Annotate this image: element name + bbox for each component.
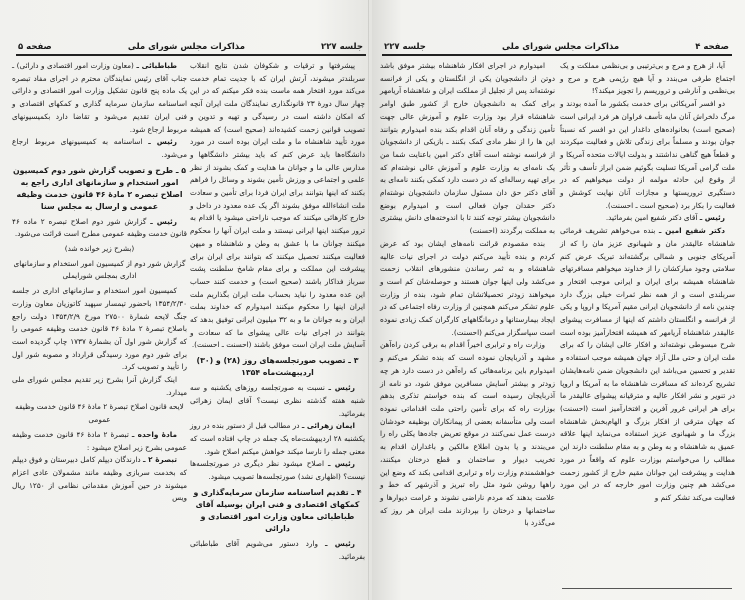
paragraph bbox=[560, 98, 735, 212]
speaker-name: طباطبائی ـ bbox=[136, 61, 177, 70]
paragraph bbox=[12, 374, 187, 399]
centered-caption bbox=[12, 401, 187, 426]
paragraph bbox=[380, 339, 555, 530]
section-heading bbox=[190, 487, 365, 535]
speaker-name: دکتر شفیع امین ـ bbox=[658, 226, 725, 236]
paragraph-text: کمیسیون امور استخدام و سازمانهای اداری در جلسه ۱۳۵۴/۲/۳۰ باحضور تیمسار سپهبد کاتوزیان معاون وزارت جنگ لایحه شمارهٔ ۲۷۵۰۰ مورخ ۱۳۵۴/۲/۹ دولت راجع باصلاح تبصرهٔ ۲ مادهٔ ۴۶ قانون خدمت وظیفه عمومی را که گزارش شور اول آن بشمارهٔ ۱۷۳۷ چاپ گردیده است برای شور دوم مورد رسیدگی قرارداد و مصوبه شور اول را تأیید و تصویب کرد. bbox=[12, 286, 187, 372]
paragraph-text: لایحه قانون اصلاح تبصرهٔ ۲ مادهٔ ۴۶ قانون خدمت وظیفه عمومی bbox=[15, 402, 184, 425]
text-column-left bbox=[12, 60, 187, 505]
paragraph bbox=[190, 420, 365, 458]
paragraph bbox=[380, 60, 555, 238]
paragraph bbox=[12, 216, 187, 241]
page-number: صفحه ۴ bbox=[695, 42, 729, 52]
paragraph-text: اساسنامه به کمیسیونهای مربوط ارجاع می‌شود. bbox=[12, 137, 187, 159]
paragraph-text: دو افسر آمریکائی برای خدمت بکشور ما آمده بودند و مرگ دلخراش آنان مایه تأسف فراوان هر فرد ایرانی است (صحیح است) بخانواده‌های داغدار این دو افسر که نسبتاً جوان بودند و مسلماً برای زندگی تلاش و فعالیت میکردند و قطعاً هیچ گناهی نداشتند و بدولت ایالات متحده آمریکا و ملت گرامی آمریکا تسلیت بگوئیم ضمن ابراز تأسف و تأثر از وقوع این حادثه مولمه از دولت میخواهیم که در دستگیری تروریستها و مجازات آنان نهایت کوشش و فعالیت را بکار برد (صحیح است ـ احسنت). bbox=[560, 99, 735, 210]
header-rule bbox=[16, 54, 366, 56]
header-rule bbox=[382, 54, 732, 56]
paragraph bbox=[380, 238, 555, 340]
paragraph bbox=[12, 60, 187, 136]
paragraph-text: گزارش شور دوم از کمیسیون امور استخدام و سازمانهای اداری بمجلس شورایملی bbox=[13, 258, 186, 281]
paragraph-text: (بشرح زیر خوانده شد) bbox=[64, 244, 135, 254]
paragraph-text: بنده مقصودم قرائت نامه‌های ایشان بود که عرض کردم و بنده تأیید می‌کنم دولت در اجرای نیات عالیه شاهنشاه و به ثمر رساندن منشورهای انقلاب زحمت می‌کشد ولی اینها جوان هستند و حوصله‌شان کم است و میخواهند زودتر تحصیلاتشان تمام شود، بنده از وزارت علوم تشکر می‌کنم همچنین از وزارت رفاه اجتماعی که در ایجاد بیمارستانها و درمانگاههای کارگران کمک زیادی نموده است سپاسگزار می‌کنم (احسنت). bbox=[380, 238, 555, 337]
paragraph-text: ۴ ـ تقدیم اساسنامه سازمان سرمایه‌گذاری و کمکهای اقتصادی و فنی ایران بوسیله آقای طباطبائی معاون وزارت امور اقتصادی و دارائی bbox=[193, 487, 362, 533]
paragraph-text: اصلاح میشود نظر دیگری در صورتجلسه‌ها نیست؟ (اظهاری نشد) صورتجلسه‌ها تصویب میشود. bbox=[190, 459, 365, 482]
speaker-name: ایمان زهرائی ـ bbox=[301, 421, 355, 431]
session-number: جلسه ۲۲۷ bbox=[384, 42, 426, 52]
section-heading bbox=[190, 355, 365, 379]
paragraph bbox=[190, 538, 365, 563]
page-bottom-rule bbox=[562, 588, 732, 589]
paragraph bbox=[190, 458, 365, 483]
paragraph-text: نسبت به صورتجلسه روزهای یکشنبه و سه شنبه هفته گذشته نظری نیست؟ آقای ایمان زهرائی بفرمائید. bbox=[190, 383, 365, 418]
page-header bbox=[384, 38, 729, 52]
paragraph bbox=[12, 429, 187, 454]
page-5 bbox=[0, 0, 372, 600]
paragraph-text: تبصرهٔ ۲ مادهٔ ۴۶ قانون خدمت وظیفه عمومی بشرح زیر اصلاح میشود : bbox=[12, 429, 187, 452]
publication-title: مذاکرات مجلس شورای ملی bbox=[502, 42, 620, 52]
speaker-name: رئیس ـ bbox=[148, 137, 177, 147]
text-column-right bbox=[190, 60, 365, 563]
speaker-name: رئیس ـ bbox=[150, 216, 177, 226]
paragraph bbox=[12, 285, 187, 374]
paragraph-text: گزارش شور دوم اصلاح تبصره ۲ ماده ۴۶ قانون خدمت وظیفه عمومی مطرح است قرائت می‌شود. bbox=[12, 216, 187, 239]
paragraph-text: اینک گزارش آنرا بشرح زیر تقدیم مجلس شورای ملی میدارد. bbox=[12, 375, 187, 397]
page-gutter bbox=[368, 0, 369, 600]
paragraph bbox=[560, 212, 735, 225]
paragraph-text: بنده می‌خواهم تشریف فرمائی شاهنشاه عالیقدر مان و شهبانوی عزیز مان را که از آمریکای جنوبی و شمالی برگشته‌اند تبریک عرض کنم سلامتی وجود مبارکشان را از خداوند میخواهم مسافرتهای شاهنشاه همیشه برای ایران و ایرانی موجب افتخار و سربلندی است و از همه نظر ثمرات خیلی بزرگ دارد چندین نامه از دانشجویان ایرانی مقیم آمریکا و اروپا و یکی از فرانسه و انگلستان داشتم که اینها از مسافرت پیشوای عالیقدر شاهنشاه آریامهر که همیشه افتخارآمیز بوده است شرح مبسوطی نوشته‌اند و افکار عالی ایشان را که برای ملت ایران و حتی ملل آزاد جهان همیشه موجب استفاده و تقدیر و تحسین می‌باشد این دانشجویان ضمن نامه‌هایشان تشریح کرده‌اند که مسافرت شاهنشاه ما به آمریکا و اروپا در تنویر و نشر افکار عالیه و مترقیانه پیشوای عالیقدر ما برای هر ایرانی غرور آفرین و افتخارآمیز است (احسنت) که جهان مترقی از افکار بزرگ و الهام‌بخش شاهنشاه بزرگ ما و شهبانوی عزیز استفاده می‌نماید اینها علاقه عمیق به شاهنشاه و به وطن و به مقام سلطنت دارند این مطالب را می‌خواستم بوزارت علوم که واقعاً در مورد هدایت و پیشرفت این جوانان مقیم خارج از کشور زحمت می‌کشد هم چنین وزارت امور خارجه که در این مورد فعالیت می‌کند تشکر کنم و bbox=[560, 226, 735, 502]
paragraph bbox=[12, 454, 187, 505]
paragraph-text: ۳ ـ تصویب صورتجلسه‌های روز (۲۸) و (۳۰) اردیبهشت‌ماه ۱۳۵۴ bbox=[196, 356, 359, 378]
paragraph-text: وزارت راه و ترابری اخیراً اقدام به برقی کردن راه‌آهن مشهد و آذربایجان نموده است که بنده تشکر می‌کنم و امیدوارم باین برنامه‌هائی که راه‌آهن در دست دارد هر چه زودتر و بیشتر آسایش مسافرین موفق شود، دو نامه از آذربایجان رسیده است که بنده خواستم تذکری بدهم بوزارت راه که برای تأمین راحتی ملت اقداماتی نموده است ولی متأسفانه بعضی از پیمانکاران بوظیفه خودشان درست عمل نمی‌کنند در موقع تعریض جاده‌ها یکلی راه را می‌بندند و یا بدون اطلاع مالکین و باغداران اقدام به تخریب دیوار و ساختمان و قطع درختان میکنند، خواهشمندم وزارت راه و ترابری اقدامی بکند که وضع این راهها روشن شود مثل راه تبریز و آذرشهر که خط و علامت بدهند که مردم ناراضی نشوند و غرامت دیوارها و ساختمانها و درختان را بپردازند ملت ایران هر روز که می‌گذرد با bbox=[380, 340, 555, 528]
speaker-name: تبصرهٔ ۲ ـ bbox=[143, 455, 178, 465]
paragraph bbox=[190, 60, 365, 352]
paragraph bbox=[190, 382, 365, 420]
paragraph-text: امیدوارم در اجرای افکار شاهنشاه بیشتر موفق باشد دوتن از دانشجویان یکی از انگلستان و یکی از فرانسه نوشته‌اند پس از تجلیل از مملکت ایران و شاهنشاه آریامهر برای کمک به دانشجویان خارج از کشور طبق اوامر شاهنشاه قرار بود وزارت علوم و آموزش عالی جهت تأمین زندگی و رفاه آنان اقدام بکند بنده امیدوارم بتوانند این ها را از نظر مادی کمک بکنند ـ بازیکی از دانشجویان از فرانسه نوشته است آقای دکتر امین باعنایت شما من یک نامه‌ای به وزارت علوم و آموزش عالی نوشته‌ام که برای تهیه رساله‌ای که در دست دارد کمکی بکنند نامه‌ای به آقای دکتر حق دان مسئول سازمان دانشجویان نوشته‌ام دکتر حقدان جوان فعالی است و امیدوارم بوضع دانشجویان بیشتر توجه کنند تا با اندوخته‌های دانش بیشتری به مملکت برگردند (احسنت) bbox=[380, 61, 555, 236]
paragraph-text: (معاون وزارت امور اقتصادی و دارائی) ـ جناب آقای رئیس نمایندگان محترم در اجرای مفاد تبصره یک ماده پنج قانون تشکیل وزارت امور اقتصادی و دارائی اساسنامه سازمان سرمایه گذاری و کمکهای اقتصادی و فنی ایران تقدیم می‌شود و تقاضا دارد بکمیسیونهای مربوط ارجاع شود. bbox=[12, 61, 187, 134]
page-4 bbox=[372, 0, 745, 600]
speaker-name: رئیس ـ bbox=[328, 459, 355, 469]
paragraph-text: پیشرفتها و ترقیات و شکوفان شدن نتایج انقلاب سربلندتر میشوند، آرتش ایران که با جدیت تمام خدمت می‌کند مورد افتخار همه ماست بنده فکر میکنم که در این چهار سال دورهٔ ۲۳ قانونگذاری نمایندگان ملت ایران آنچه که امکان داشته است در رسیدگی و تهیه و تدوین و تصویب قوانین زحمت کشیده‌اند (صحیح است) که همیشه مورد تأیید شاهنشاه ما و ملت ایران بوده است در مورد دانشگاه‌ها باید عرض کنم که باید بیشتر دانشگاهها و مدارس عالی ما و جوانان ما هدایت و کمک بشوند از نظر علمی و اجتماعی و ورزش تأمین بشوند و وسائل را فراهم بکنند که اینها بتوانند برای ایران فردا برای تأمین و سعادت ملت انشاءالله موفق بشوند اگر یک عده معدود در داخل و خارج کارهائی میکنند که موجب ناراحتی میشود یا اقدام به ترور میکنند اینها ایرانی نیستند و ملت ایران آنها را محکوم میکنند جوانان ما با عشق به وطن و شاهنشاه و میهن فعالیت میکنند تحصیل میکنند که بتوانند برای ایران برای پیشرفت این مملکت و برای مقام شامخ سلطنت پشت سرباز فداکار باشند (صحیح است) و خدمت کنند حساب این عده معدود را نباید بحساب ملت ایران بگذاریم ملت ایران اینها را محکوم میکنند امیدوارم که خداوند بملت ایران و به جوانان ما و به ۳۲ میلیون ایرانی توفیق بدهد که بتوانند در اجرای نیات عالی پیشوای ما که سعادت و آسایش ملت ایران است موفق باشند (احسنت ـ احسنت). bbox=[190, 61, 366, 350]
paragraph bbox=[12, 136, 187, 161]
speaker-name: رئیس ـ bbox=[699, 213, 725, 223]
paragraph bbox=[560, 60, 735, 98]
page-number: صفحه ۵ bbox=[18, 42, 52, 52]
speaker-name: رئیس ـ bbox=[328, 383, 355, 393]
speaker-name: رئیس ـ bbox=[325, 538, 355, 548]
paragraph-text: در مطالب قبل از دستور بنده در روز یکشنبه ۲۸ اردیبهشت‌ماه یک جمله در چاپ افتاده است که معنی جمله را نارسا میکند خواهش میکنم اصلاح شود. bbox=[190, 421, 365, 456]
page-header bbox=[18, 38, 363, 52]
paragraph-text: دارندگان دیپلم کامل دبیرستان و فوق دیپلم که بخدمت سربازی وظیفه مانند مشمولان عادی اعزام میشوند در حین آموزش مقدماتی نظامی از ۱۲۵۰ ریال ویس bbox=[12, 455, 187, 503]
paragraph-text: وارد دستور می‌شویم آقای طباطبائی بفرمائید. bbox=[190, 538, 365, 561]
centered-caption bbox=[12, 243, 187, 256]
text-column-right bbox=[560, 60, 735, 505]
paragraph bbox=[560, 225, 735, 504]
text-column-left bbox=[380, 60, 555, 530]
session-number: جلسه ۲۲۷ bbox=[321, 42, 363, 52]
paragraph-text: ۵ ـ طرح و تصویب گزارش شور دوم کمیسیون امور استخدام و سازمانهای اداری راجع به اصلاح تبصره ۲ مادهٔ ۴۶ قانون خدمت وظیفه عمومی و ارسال به مجلس سنا bbox=[12, 165, 186, 211]
centered-caption bbox=[12, 258, 187, 283]
paragraph-text: آقای دکتر شفیع امین بفرمائید. bbox=[605, 213, 698, 223]
section-heading bbox=[12, 165, 187, 213]
speaker-name: مادهٔ واحده ـ bbox=[131, 429, 177, 439]
publication-title: مذاکرات مجلس شورای ملی bbox=[127, 42, 245, 52]
paragraph-text: آیا، از هرج و مرج و بی‌ترتیبی و بی‌نظمی مملکت و یک اجتماع طرفی می‌بندد و آیا هیچ رژیمی هرج و مرج و بی‌نظمی و آنارشی و تروریسم را تجویز میکند؟! bbox=[560, 61, 735, 96]
